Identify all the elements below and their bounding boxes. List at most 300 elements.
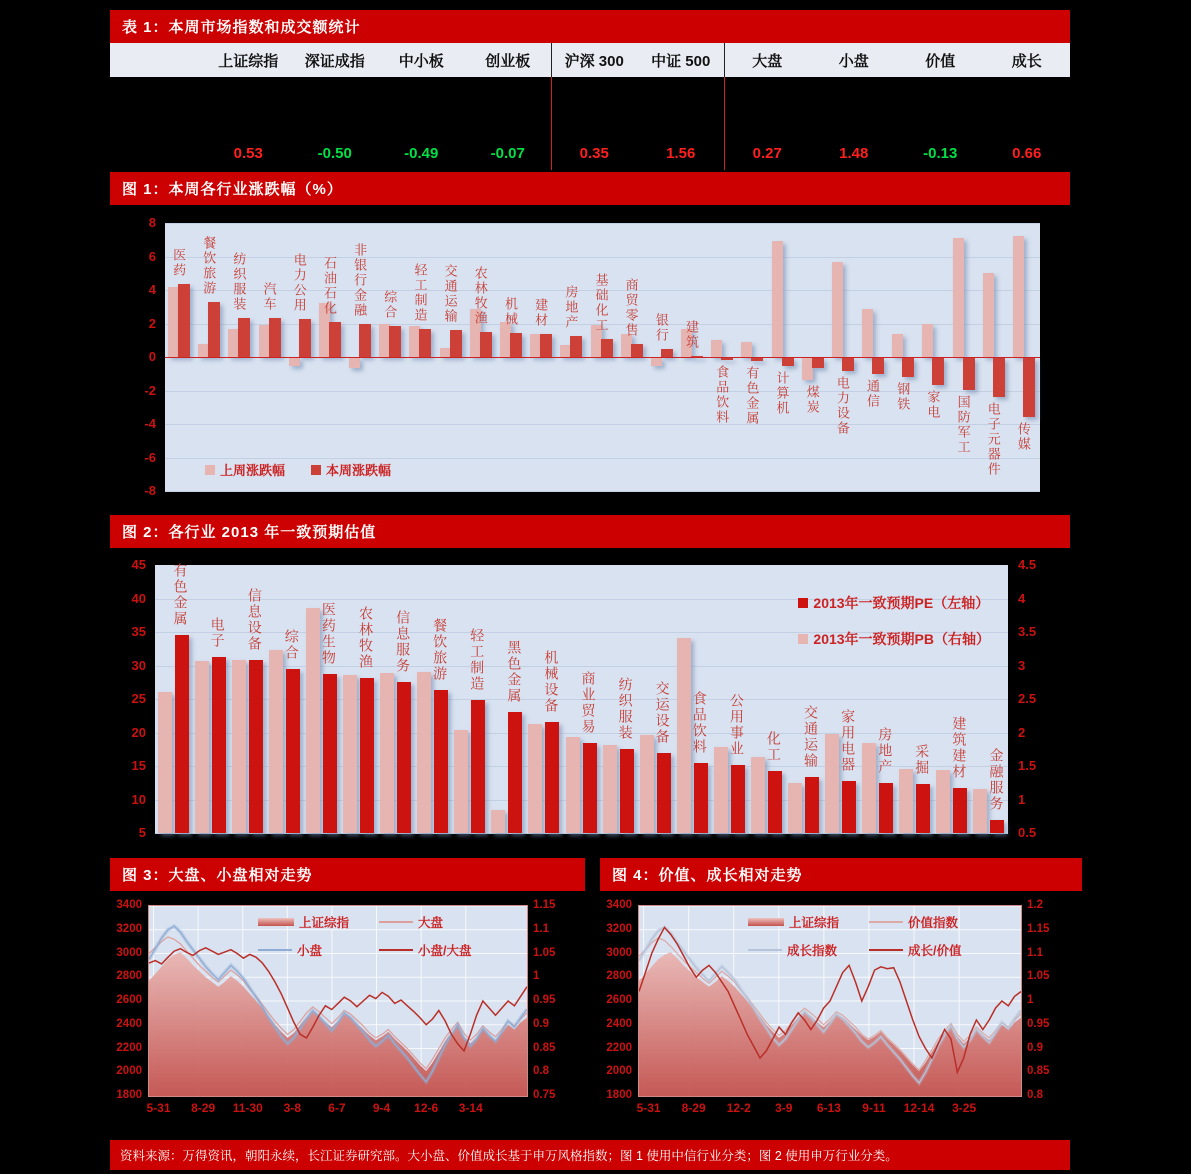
fig1-chart [110, 205, 1070, 515]
fig1-bar-thisweek [570, 336, 582, 357]
source-note: 资料来源：万得资讯，朝阳永续，长江证券研究部。大小盘、价值成长基于申万风格指数；图 1 使用中信行业分类；图 2 使用申万行业分类。 [120, 1149, 898, 1163]
fig3-right-tick: 1.15 [533, 899, 556, 911]
fig1-industry-label: 有色金属 [744, 365, 760, 426]
table1-body-divider [551, 77, 552, 170]
fig4-left-tick: 2000 [606, 1065, 632, 1078]
fig2-bar-pe [360, 678, 374, 833]
fig4-legend-label: 成长/价值 [908, 944, 962, 958]
fig1-y-tick: -6 [144, 449, 156, 465]
fig2-bar-pb [603, 745, 617, 833]
table1-column-header: 深证成指 [304, 52, 365, 70]
fig2-bar-pb [232, 660, 246, 833]
fig4-right-tick: 1.1 [1027, 946, 1043, 959]
fig2-right-tick: 0.5 [1018, 825, 1037, 840]
fig4-x-tick: 3-25 [952, 1101, 977, 1115]
fig1-industry-label: 国防军工 [955, 394, 971, 455]
fig1-bar-lastweek [1013, 236, 1024, 357]
fig2-left-tick: 5 [138, 825, 146, 840]
fig1-bar-lastweek [922, 324, 933, 358]
fig1-industry-label: 纺织服装 [231, 251, 247, 312]
fig2-bar-pe [916, 784, 930, 833]
table1-value-cell: 0.27 [752, 145, 782, 162]
fig4-x-tick: 3-9 [775, 1101, 793, 1115]
fig2-bar-pb [677, 638, 691, 833]
fig2-bar-pb [788, 783, 802, 833]
table1-header-row [110, 43, 1070, 77]
fig3-left-tick: 3000 [116, 946, 142, 959]
fig2-bar-pb [862, 743, 876, 833]
fig1-industry-label: 建筑 [684, 320, 700, 351]
fig2-bar-pe [249, 660, 263, 833]
fig2-industry-label: 家用电器 [840, 709, 857, 774]
fig1-industry-label: 汽车 [261, 282, 277, 313]
table1-column-header: 大盘 [752, 52, 783, 70]
fig2-legend-label: 2013年一致预期PB（右轴） [813, 631, 990, 647]
fig4-legend-item [748, 913, 839, 931]
fig3-x-tick: 8-29 [191, 1101, 216, 1115]
fig3-x-tick: 12-6 [414, 1101, 439, 1115]
fig3-x-tick: 6-7 [328, 1101, 346, 1115]
fig1-gridline [165, 223, 1040, 224]
fig2-industry-label: 化工 [765, 730, 782, 763]
fig1-bar-thisweek [419, 329, 431, 357]
fig2-bar-pe [212, 657, 226, 833]
fig2-left-tick: 35 [131, 624, 146, 639]
fig1-industry-label: 轻工制造 [412, 262, 428, 323]
table1-value-cell: 0.66 [1012, 145, 1042, 162]
fig2-plot-area [155, 565, 1008, 833]
fig2-industry-label: 食品饮料 [691, 690, 708, 755]
fig4-x-tick: 6-13 [816, 1101, 841, 1115]
fig3-legend-label: 大盘 [418, 916, 444, 930]
fig2-industry-label: 综合 [283, 628, 300, 661]
fig4-left-tick: 1800 [606, 1089, 632, 1101]
fig4-left-tick: 3000 [606, 946, 632, 959]
fig2-bar-pb [454, 730, 468, 833]
fig2-industry-label: 电子 [209, 617, 226, 650]
fig2-bar-pe [842, 781, 856, 833]
table1-column-header: 小盘 [838, 52, 869, 70]
fig4-right-tick: 1.05 [1027, 970, 1050, 983]
fig1-industry-label: 交通运输 [442, 264, 458, 325]
fig4-legend-label: 成长指数 [787, 944, 838, 958]
fig1-bar-thisweek [782, 358, 794, 366]
fig3-x-tick: 5-31 [146, 1101, 171, 1115]
fig3-legend [258, 913, 472, 959]
fig1-y-tick: 4 [148, 282, 156, 297]
fig1-bar-thisweek [902, 358, 914, 377]
fig3-chart [110, 891, 573, 1131]
fig2-bar-pe [545, 722, 559, 833]
fig1-bar-thisweek [540, 334, 552, 357]
fig4-legend-label: 价值指数 [908, 916, 959, 930]
fig3-x-tick: 11-30 [232, 1101, 263, 1115]
fig4-right-tick: 0.9 [1027, 1041, 1043, 1054]
fig1-bar-thisweek [993, 358, 1005, 397]
fig3-left-tick: 2600 [116, 994, 142, 1006]
fig1-bar-thisweek [269, 318, 281, 357]
fig2-bar-pe [953, 788, 967, 833]
fig4-title-bar [600, 858, 1082, 891]
fig2-title-bar [110, 515, 1070, 548]
fig1-legend-label: 本周涨跌幅 [326, 463, 392, 478]
fig4-left-tick: 2200 [606, 1041, 632, 1054]
table1-title-bar [110, 10, 1070, 43]
fig4-left-tick: 3200 [606, 922, 632, 935]
fig1-y-tick: 8 [148, 215, 156, 230]
legend-line-icon [869, 921, 903, 923]
table1-column-header: 创业板 [485, 52, 531, 70]
fig1-title-bar [110, 172, 1070, 205]
fig3-legend-label: 小盘 [297, 944, 323, 958]
fig2-bar-pe [694, 763, 708, 833]
fig1-bar-lastweek [862, 309, 873, 357]
table1-value-cell: 1.48 [839, 145, 869, 162]
fig4-x-tick: 12-2 [726, 1101, 751, 1115]
fig1-title: 图 1：本周各行业涨跌幅（%） [122, 181, 343, 198]
fig2-bar-pb [380, 673, 394, 833]
fig4-legend-label: 上证综指 [789, 916, 840, 930]
fig3-legend-item [258, 913, 349, 931]
fig2-bar-pe [175, 635, 189, 833]
table1-title: 表 1：本周市场指数和成交额统计 [122, 19, 361, 36]
fig1-bar-thisweek [389, 326, 401, 357]
fig1-legend [205, 460, 391, 479]
fig2-right-tick: 2.5 [1018, 691, 1037, 706]
fig1-industry-label: 石油石化 [321, 255, 337, 316]
fig2-bar-pb [899, 769, 913, 833]
fig1-legend-item [311, 460, 391, 479]
fig2-left-tick: 20 [131, 724, 146, 740]
fig1-bar-lastweek [772, 241, 783, 357]
fig3-left-tick: 3400 [116, 899, 142, 911]
legend-line-icon [869, 949, 903, 951]
table1-column-header: 中证 500 [651, 52, 711, 70]
fig1-y-tick: 0 [148, 349, 156, 364]
fig2-bar-pb [195, 661, 209, 833]
fig1-bar-thisweek [661, 349, 673, 357]
fig4-right-tick: 0.8 [1027, 1089, 1043, 1101]
legend-line-icon [379, 949, 413, 951]
fig2-right-tick: 4.5 [1018, 557, 1037, 572]
fig1-y-tick: -2 [144, 382, 156, 398]
fig2-industry-label: 建筑建材 [951, 716, 968, 781]
fig1-bar-thisweek [601, 339, 613, 357]
table1-header-divider [724, 43, 725, 77]
fig1-industry-label: 家电 [925, 389, 941, 420]
fig2-industry-label: 有色金属 [172, 563, 189, 628]
table1-rowlabel-cell [110, 145, 205, 162]
fig2-industry-label: 医药生物 [320, 602, 337, 667]
table1-value-cell: 0.35 [579, 145, 609, 162]
fig2-bar-pb [973, 789, 987, 833]
fig1-bar-thisweek [872, 358, 884, 374]
legend-band-icon [748, 918, 784, 926]
table1-value-row [110, 145, 1070, 162]
fig3-left-tick: 2800 [116, 970, 142, 983]
fig2-bar-pb [566, 737, 580, 833]
fig3-left-tick: 2200 [116, 1041, 142, 1054]
table1-body [110, 77, 1070, 170]
fig2-industry-label: 机械设备 [543, 650, 560, 715]
fig2-industry-label: 信息设备 [246, 588, 263, 653]
fig3-title: 图 3：大盘、小盘相对走势 [122, 867, 313, 884]
fig2-industry-label: 采掘 [914, 744, 931, 777]
legend-swatch-icon [205, 465, 215, 475]
table1-body-divider [724, 77, 725, 170]
fig3-right-tick: 0.9 [533, 1017, 549, 1030]
fig2-industry-label: 农林牧渔 [357, 606, 374, 671]
fig3-left-tick: 2000 [116, 1065, 142, 1078]
table1-column-header: 成长 [1011, 52, 1042, 70]
fig2-bar-pe [731, 765, 745, 833]
fig4-x-tick: 9-11 [862, 1101, 886, 1115]
fig2-industry-label: 公用事业 [728, 692, 745, 757]
fig2-bar-pb [640, 735, 654, 833]
fig1-industry-label: 传媒 [1015, 421, 1031, 452]
fig2-legend-item [798, 629, 990, 649]
fig2-bar-pb [825, 734, 839, 833]
fig3-right-tick: 1.05 [533, 946, 556, 959]
table1-column-header: 价值 [925, 52, 956, 70]
fig2-bar-pe [620, 749, 634, 833]
fig4-right-tick: 1 [1027, 994, 1034, 1006]
fig2-title: 图 2：各行业 2013 年一致预期估值 [122, 524, 377, 541]
legend-swatch-icon [798, 634, 808, 644]
fig1-zero-line [165, 357, 1040, 358]
fig2-industry-label: 纺织服装 [617, 677, 634, 742]
legend-line-icon [258, 949, 292, 951]
fig2-legend-item [798, 593, 990, 613]
fig3-legend-label: 小盘/大盘 [418, 944, 472, 958]
fig3-title-bar [110, 858, 585, 891]
fig1-industry-label: 综合 [382, 290, 398, 321]
fig1-industry-label: 食品饮料 [714, 364, 730, 425]
fig2-bar-pe [805, 777, 819, 833]
fig2-bar-pb [751, 757, 765, 833]
fig3-legend-item [379, 941, 471, 959]
fig4-left-tick: 3400 [606, 899, 632, 911]
fig1-bar-lastweek [953, 238, 964, 357]
legend-band-icon [258, 918, 294, 926]
fig2-legend [798, 593, 990, 649]
fig2-bar-pe [768, 771, 782, 833]
legend-line-icon [379, 921, 413, 923]
fig1-bar-thisweek [510, 333, 522, 357]
fig1-bar-thisweek [812, 358, 824, 368]
fig2-left-tick: 15 [131, 758, 146, 773]
fig3-legend-item [379, 913, 471, 931]
fig1-industry-label: 商贸零售 [623, 277, 639, 338]
fig1-bar-thisweek [329, 322, 341, 357]
fig3-right-tick: 0.8 [533, 1065, 549, 1078]
fig1-industry-label: 餐饮旅游 [201, 235, 217, 296]
fig1-industry-label: 煤炭 [804, 384, 820, 415]
fig2-gridline [155, 666, 1008, 667]
fig4-left-tick: 2600 [606, 994, 632, 1006]
fig3-left-tick: 3200 [116, 922, 142, 935]
fig1-industry-label: 银行 [653, 312, 669, 343]
fig2-bar-pe [583, 743, 597, 833]
fig1-bar-thisweek [631, 344, 643, 357]
fig2-bar-pe [657, 753, 671, 833]
fig1-bar-thisweek [480, 332, 492, 357]
fig2-legend-label: 2013年一致预期PE（左轴） [813, 595, 990, 611]
fig1-y-tick: -8 [144, 483, 156, 498]
fig1-industry-label: 机械 [502, 296, 518, 327]
fig2-bar-pb [269, 650, 283, 833]
fig1-bar-lastweek [651, 358, 662, 366]
table1-column-header: 上证综指 [218, 52, 279, 70]
fig2-right-tick: 1.5 [1018, 758, 1037, 773]
fig2-bar-pb [306, 608, 320, 833]
fig1-industry-label: 医药 [171, 248, 187, 279]
fig2-bar-pb [491, 810, 505, 833]
table1-column-header: 中小板 [398, 52, 444, 70]
fig1-bar-thisweek [721, 358, 733, 360]
fig2-left-tick: 30 [131, 657, 146, 673]
fig4-title: 图 4：价值、成长相对走势 [612, 867, 803, 884]
table1-value-cell: 1.56 [666, 145, 696, 162]
fig2-bar-pe [879, 783, 893, 833]
fig4-left-tick: 2800 [606, 970, 632, 983]
fig1-plot-area [165, 223, 1040, 491]
fig1-y-tick: -4 [144, 416, 156, 431]
fig2-bar-pb [417, 672, 431, 833]
fig2-industry-label: 信息服务 [395, 609, 412, 674]
fig4-legend-item [869, 941, 961, 959]
fig2-industry-label: 商业贸易 [580, 671, 597, 736]
fig2-bar-pb [714, 747, 728, 833]
fig2-bar-pe [434, 690, 448, 833]
fig4-right-tick: 1.2 [1027, 899, 1043, 911]
fig4-x-tick: 5-31 [636, 1101, 661, 1115]
fig2-bar-pb [528, 724, 542, 833]
fig1-industry-label: 建材 [533, 297, 549, 328]
fig1-bar-thisweek [178, 284, 190, 357]
fig1-legend-item [205, 460, 285, 479]
fig1-industry-label: 计算机 [774, 371, 790, 417]
fig2-industry-label: 金融服务 [988, 748, 1005, 813]
fig1-bar-lastweek [892, 334, 903, 357]
fig1-bar-thisweek [208, 302, 220, 357]
fig4-x-tick: 12-14 [903, 1101, 935, 1115]
table1-value-cell: 0.53 [233, 145, 263, 162]
fig3-left-tick: 2400 [116, 1017, 142, 1030]
fig1-bar-thisweek [238, 318, 250, 357]
table1-value-cell: -0.07 [490, 145, 525, 162]
fig4-left-tick: 2400 [606, 1017, 632, 1030]
fig4-x-tick: 8-29 [681, 1101, 706, 1115]
fig1-bar-thisweek [751, 358, 763, 361]
fig1-industry-label: 房地产 [563, 285, 579, 331]
fig3-right-tick: 1.1 [533, 922, 549, 935]
fig1-industry-label: 农林牧渔 [472, 265, 488, 326]
fig4-legend [748, 913, 962, 959]
fig1-industry-label: 非银行金融 [352, 242, 368, 318]
fig1-industry-label: 电力公用 [291, 253, 307, 314]
fig2-industry-label: 黑色金属 [506, 639, 523, 704]
fig4-right-tick: 1.15 [1027, 922, 1050, 935]
fig3-right-tick: 0.95 [533, 994, 556, 1006]
fig2-industry-label: 轻工制造 [469, 627, 486, 692]
fig2-right-tick: 3 [1018, 657, 1026, 673]
fig3-right-tick: 1 [533, 970, 540, 983]
fig2-industry-label: 餐饮旅游 [432, 618, 449, 683]
fig2-left-tick: 25 [131, 691, 146, 706]
fig2-bar-pb [158, 692, 172, 833]
fig2-bar-pb [936, 770, 950, 833]
fig2-right-tick: 4 [1018, 590, 1026, 606]
fig1-industry-label: 通信 [865, 378, 881, 409]
fig2-bar-pe [397, 682, 411, 833]
fig1-bar-thisweek [450, 330, 462, 357]
fig3-right-tick: 0.85 [533, 1041, 556, 1054]
fig1-y-tick: 6 [148, 248, 156, 264]
fig2-left-tick: 10 [131, 791, 146, 807]
source-bar [110, 1140, 1070, 1170]
fig1-bar-thisweek [963, 358, 975, 390]
fig2-bar-pe [508, 712, 522, 833]
fig4-right-tick: 0.85 [1027, 1065, 1050, 1078]
fig2-right-tick: 3.5 [1018, 624, 1037, 639]
fig3-right-tick: 0.75 [533, 1089, 556, 1101]
fig2-left-tick: 40 [131, 590, 146, 606]
fig4-right-tick: 0.95 [1027, 1017, 1050, 1030]
legend-swatch-icon [798, 598, 808, 608]
fig1-bar-thisweek [1023, 358, 1035, 417]
fig1-bar-thisweek [932, 358, 944, 385]
table1-column-header: 沪深 300 [564, 52, 624, 70]
fig4-legend-item [748, 941, 839, 959]
fig1-bar-thisweek [299, 319, 311, 357]
fig2-left-tick: 45 [131, 557, 146, 572]
fig1-bar-thisweek [359, 324, 371, 358]
fig2-chart [110, 548, 1070, 848]
fig1-y-tick: 2 [148, 315, 156, 331]
fig1-industry-label: 钢铁 [895, 382, 911, 413]
table1-header-divider [551, 43, 552, 77]
fig1-bar-lastweek [832, 262, 843, 357]
legend-line-icon [748, 949, 782, 951]
fig3-x-tick: 9-4 [372, 1101, 391, 1115]
fig1-bar-lastweek [711, 340, 722, 357]
fig2-bar-pe [323, 674, 337, 833]
fig3-x-tick: 3-14 [458, 1101, 483, 1115]
fig2-bar-pe [471, 700, 485, 833]
table1-value-cell: -0.49 [404, 145, 439, 162]
fig1-industry-label: 基础化工 [593, 272, 609, 333]
fig2-gridline [155, 833, 1008, 834]
table1-value-cell: -0.50 [317, 145, 352, 162]
fig1-bar-lastweek [741, 342, 752, 357]
fig1-industry-label: 电子元器件 [985, 401, 1001, 477]
table1-value-cell: -0.13 [923, 145, 958, 162]
fig3-legend-item [258, 941, 349, 959]
fig2-bar-pb [343, 675, 357, 833]
fig1-gridline [165, 458, 1040, 459]
fig3-legend-label: 上证综指 [299, 916, 350, 930]
fig2-right-tick: 2 [1018, 724, 1026, 740]
fig2-industry-label: 交运设备 [654, 681, 671, 746]
fig1-industry-label: 电力设备 [834, 376, 850, 437]
fig2-bar-pe [286, 669, 300, 833]
fig1-bar-thisweek [842, 358, 854, 371]
fig4-chart [600, 891, 1070, 1131]
fig1-bar-lastweek [289, 358, 300, 366]
fig1-gridline [165, 491, 1040, 492]
fig1-legend-label: 上周涨跌幅 [220, 463, 286, 478]
